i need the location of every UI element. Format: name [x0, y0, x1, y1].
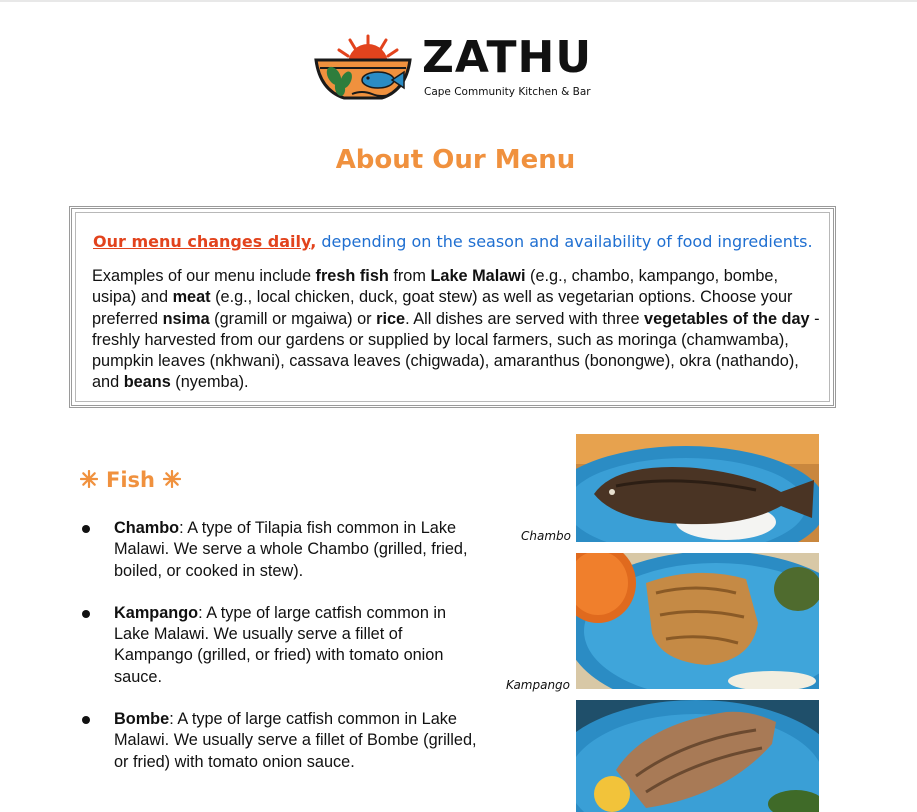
info-body-run: (nyemba). — [170, 373, 249, 392]
photo-caption-chambo: Chambo — [521, 529, 571, 543]
info-body-bold-term: fresh fish — [315, 267, 389, 285]
fish-name: Chambo — [114, 519, 180, 537]
logo-bowl-icon — [312, 28, 414, 104]
fish-list — [80, 518, 480, 794]
info-body-bold-term: nsima — [162, 309, 210, 328]
list-item-kampango — [80, 603, 480, 688]
info-headline — [93, 232, 813, 251]
menu-info-box — [69, 206, 836, 408]
menu-changes-highlight: Our menu changes daily — [93, 232, 311, 251]
asterisk-star-icon — [80, 470, 98, 488]
info-body-bold-term: beans — [123, 373, 171, 392]
info-body-bold-term: rice — [376, 309, 406, 328]
bombe-photo — [576, 700, 819, 812]
info-body-bold-term: meat — [172, 288, 211, 307]
logo-wordmark: ZATHU — [422, 32, 593, 83]
fish-name: Bombe — [114, 710, 170, 729]
bullet-icon — [82, 525, 90, 533]
logo-tagline: Cape Community Kitchen & Bar — [424, 86, 591, 98]
kampango-photo — [576, 553, 819, 689]
zathu-logo — [312, 24, 612, 104]
headline-rest: depending on the season and availability of food ingredients. — [316, 232, 813, 251]
asterisk-star-icon — [163, 470, 181, 488]
info-body-run: (e.g., chambo, kampango, bombe, usipa) and — [92, 267, 779, 307]
chambo-photo — [576, 434, 819, 542]
fish-description: : A type of Tilapia fish common in Lake Malawi. We serve a whole Chambo (grilled, fried, boiled, or cooked in stew). — [114, 519, 468, 580]
bullet-icon — [82, 716, 90, 724]
list-item-chambo — [80, 518, 480, 582]
info-body-run: (e.g., local chicken, duck, goat stew) as well as vegetarian options. Choose your preferred — [92, 288, 793, 328]
top-border — [0, 0, 917, 2]
info-body-bold-term: vegetables of the day — [644, 309, 810, 328]
section-title-fish — [80, 468, 181, 492]
info-body-run: . All dishes are served with three — [405, 309, 645, 328]
list-item-bombe — [80, 709, 480, 773]
info-body-text — [92, 266, 822, 394]
fish-description: : A type of large catfish common in Lake Malawi. We usually serve a fillet of Kampango (grilled, or fried) with tomato onion sauce. — [114, 603, 447, 686]
fish-name: Kampango — [114, 603, 199, 622]
info-body-bold-term: Lake Malawi — [430, 267, 526, 285]
info-body-run: (gramill or mgaiwa) or — [209, 309, 377, 328]
info-body-run: from — [388, 267, 431, 285]
fish-description: : A type of large catfish common in Lake Malawi. We usually serve a fillet of Bombe (grilled, or fried) with tomato onion sauce. — [114, 710, 477, 771]
page-title: About Our Menu — [335, 145, 576, 175]
info-body-run: Examples of our menu include — [92, 267, 316, 285]
section-title-label: Fish — [106, 468, 155, 492]
photo-caption-kampango: Kampango — [506, 678, 571, 692]
bullet-icon — [82, 610, 90, 618]
headline-comma: , — [310, 232, 317, 251]
info-body-run: - freshly harvested from our gardens or supplied by local farmers, such as moringa (chamwamba), pumpkin leaves (nkhwani), cassava leaves (chigwada), amaranthus (bonongwe), okra (nathando), and — [92, 309, 820, 392]
